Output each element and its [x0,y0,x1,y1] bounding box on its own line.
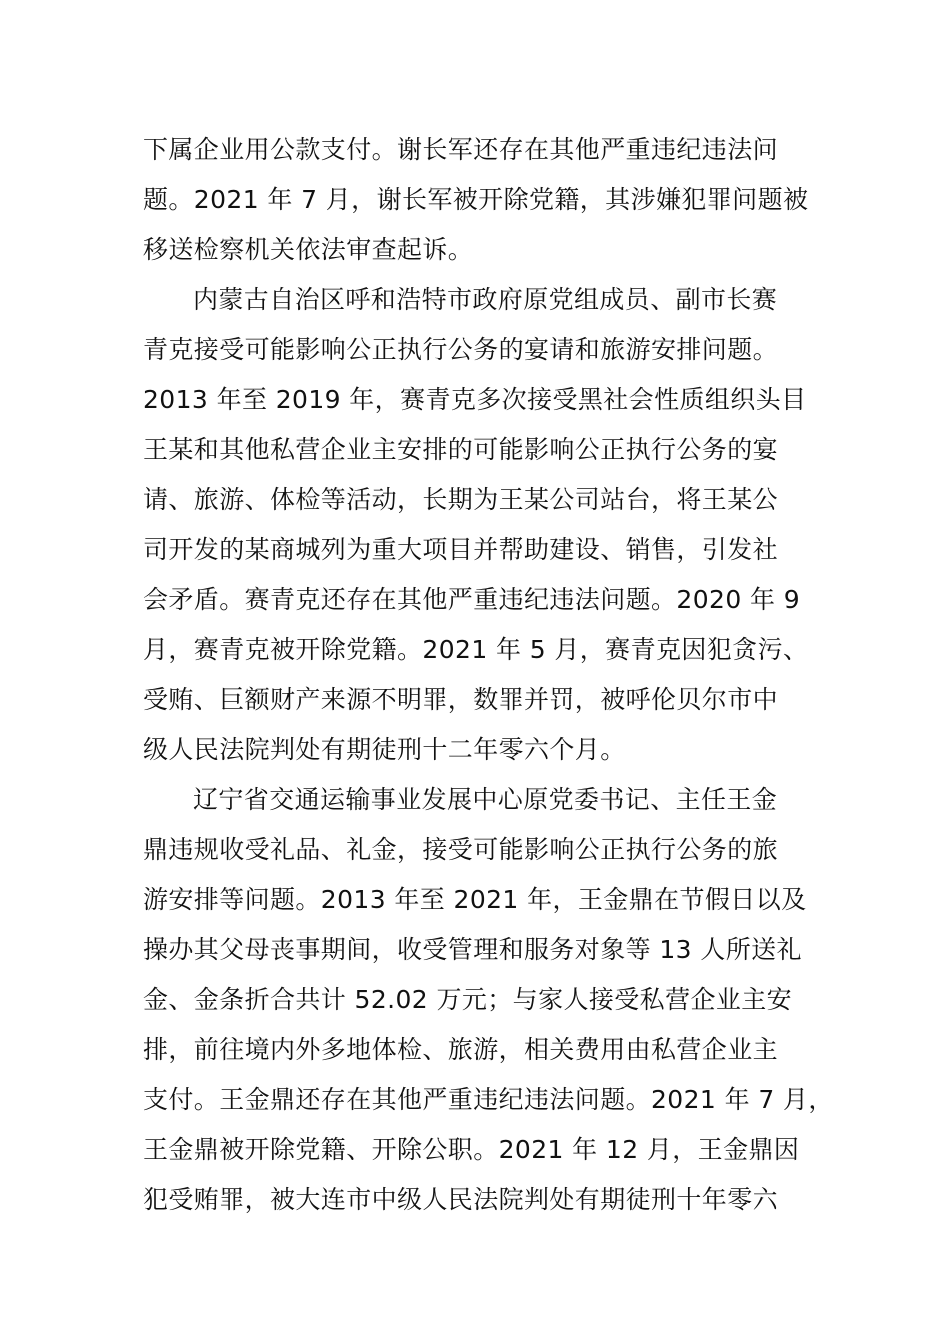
text-line: 王某和其他私营企业主安排的可能影响公正执行公务的宴 [143,435,779,464]
text-line: 王金鼎被开除党籍、开除公职。2021 年 12 月，王金鼎因 [143,1135,800,1164]
text-line: 2013 年至 2019 年，赛青克多次接受黑社会性质组织头目 [143,385,807,414]
text-line: 操办其父母丧事期间，收受管理和服务对象等 13 人所送礼 [143,935,802,964]
text-line: 犯受贿罪，被大连市中级人民法院判处有期徒刑十年零六 [143,1185,779,1214]
text-line: 题。2021 年 7 月，谢长军被开除党籍，其涉嫌犯罪问题被 [143,185,809,214]
paragraph-first-line: 辽宁省交通运输事业发展中心原党委书记、主任王金 [193,785,778,814]
paragraph-first-line: 内蒙古自治区呼和浩特市政府原党组成员、副市长赛 [193,285,778,314]
text-line: 司开发的某商城列为重大项目并帮助建设、销售，引发社 [143,535,779,564]
text-line: 月，赛青克被开除党籍。2021 年 5 月，赛青克因犯贪污、 [143,635,809,664]
text-line: 级人民法院判处有期徒刑十二年零六个月。 [143,735,626,764]
text-line: 排，前往境内外多地体检、旅游，相关费用由私营企业主 [143,1035,779,1064]
text-line: 请、旅游、体检等活动，长期为王某公司站台，将王某公 [143,485,779,514]
text-line: 游安排等问题。2013 年至 2021 年，王金鼎在节假日以及 [143,885,807,914]
text-line: 金、金条折合共计 52.02 万元；与家人接受私营企业主安 [143,985,793,1014]
text-line: 青克接受可能影响公正执行公务的宴请和旅游安排问题。 [143,335,779,364]
text-line: 会矛盾。赛青克还存在其他严重违纪违法问题。2020 年 9 [143,585,801,614]
text-line: 鼎违规收受礼品、礼金，接受可能影响公正执行公务的旅 [143,835,779,864]
text-line: 支付。王金鼎还存在其他严重违纪违法问题。2021 年 7 月， [143,1085,834,1114]
text-line: 移送检察机关依法审查起诉。 [143,235,474,264]
text-line: 下属企业用公款支付。谢长军还存在其他严重违纪违法问 [143,135,779,164]
text-line: 受贿、巨额财产来源不明罪，数罪并罚，被呼伦贝尔市中 [143,685,779,714]
